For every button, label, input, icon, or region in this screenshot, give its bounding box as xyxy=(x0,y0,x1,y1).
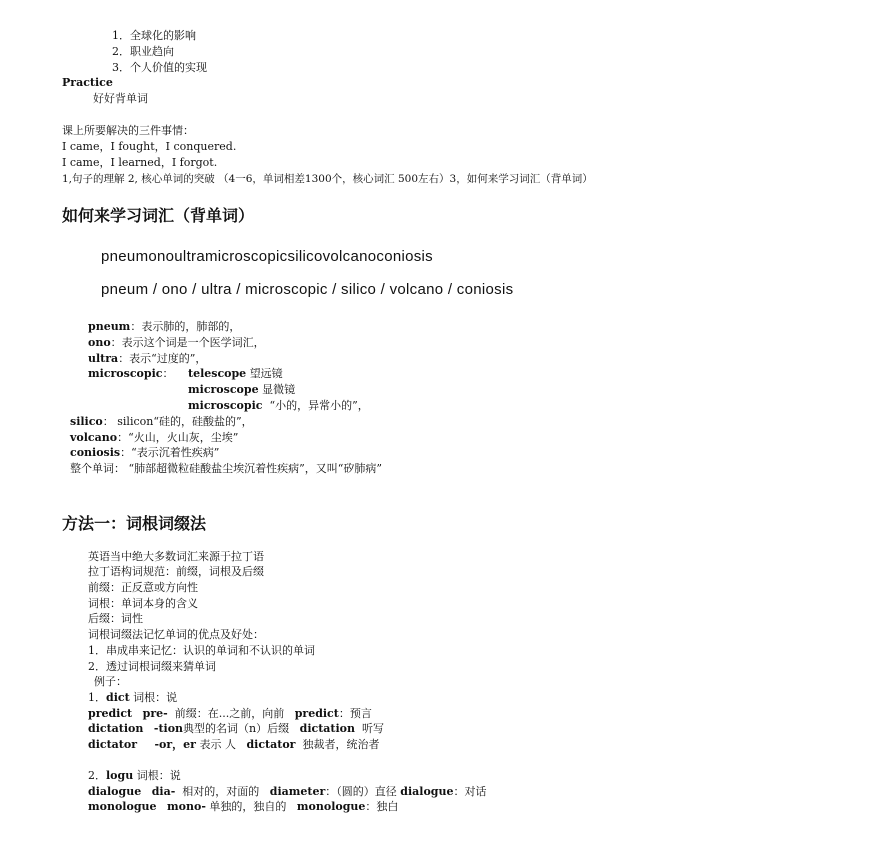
part-term: microscopic xyxy=(88,367,163,380)
ex-desc: ：预言 xyxy=(338,707,372,720)
ex-desc: 单独的，独自的 xyxy=(209,800,287,813)
ex-word: dialogue xyxy=(400,785,454,798)
ex-desc: ：独白 xyxy=(365,800,399,813)
example-row xyxy=(88,800,398,814)
micro-meaning: 望远镜 xyxy=(249,367,283,380)
text-line: 英语当中绝大多数词汇来源于拉丁语 xyxy=(88,550,264,563)
quote-line: I came，I learned，I forgot. xyxy=(62,156,218,169)
list-item: 3．个人价值的实现 xyxy=(112,61,207,74)
ex-word: monologue xyxy=(296,800,366,813)
list-item: 1．全球化的影响 xyxy=(112,29,196,42)
text-line: 词根词缀法记忆单词的优点及好处： xyxy=(88,628,264,641)
ex-word: dictation xyxy=(299,722,356,735)
micro-word: microscopic xyxy=(188,399,263,412)
ex-word: dictation xyxy=(88,722,144,735)
word-part xyxy=(88,320,240,334)
whole-word: 整个单词： “肺部超微粒硅酸盐尘埃沉着性疾病”，又叫“矽肺病” xyxy=(70,462,382,475)
example-num: 2． xyxy=(88,769,106,782)
text-line: 2．透过词根词缀来猜单词 xyxy=(88,660,216,673)
example-desc: 词根：说 xyxy=(133,769,181,782)
text-line: 后缀：词性 xyxy=(88,612,143,625)
word-part xyxy=(70,415,253,429)
part-term: pneum xyxy=(88,320,131,333)
summary-line: 1,句子的理解 2, 核心单词的突破 （4一6，单词相差1300个，核心词汇 500左右）3，如何来学习词汇（背单词） xyxy=(62,173,593,185)
text-line: 例子： xyxy=(94,675,127,688)
example-head xyxy=(88,769,181,783)
ex-word: predict xyxy=(88,707,133,720)
ex-desc: 相对的，对面的 xyxy=(182,785,260,798)
part-term: coniosis xyxy=(70,446,121,459)
example-row xyxy=(88,785,487,799)
ex-word: predict xyxy=(294,707,339,720)
word-part xyxy=(88,367,173,381)
part-desc: ：表示这个词是一个医学词汇， xyxy=(110,336,265,349)
word-part xyxy=(70,431,238,445)
text-line: 前缀：正反意或方向性 xyxy=(88,581,198,594)
ex-desc: ：对话 xyxy=(453,785,487,798)
example-head xyxy=(88,691,177,705)
example-root: logu xyxy=(106,769,134,782)
example-root: dict xyxy=(106,691,130,704)
ex-desc: 听写 xyxy=(362,722,385,735)
long-word-split: pneum / ono / ultra / microscopic / silico / volcano / coniosis xyxy=(101,281,514,298)
long-word: pneumonoultramicroscopicsilicovolcanoconiosis xyxy=(101,248,433,265)
ex-affix: mono- xyxy=(167,800,206,813)
part-sep: ： xyxy=(162,367,174,380)
ex-word: dictator xyxy=(246,738,296,751)
part-desc: ：“表示沉着性疾病” xyxy=(120,446,220,459)
micro-word: microscope xyxy=(188,383,259,396)
micro-meaning: “小的，异常小的”， xyxy=(269,399,369,412)
ex-desc: 独裁者，统治者 xyxy=(302,738,380,751)
part-desc: ：表示“过度的”， xyxy=(118,352,207,365)
word-part xyxy=(88,336,265,350)
part-desc: ： silicon“硅的，硅酸盐的”， xyxy=(102,415,253,428)
part-desc: ：表示肺的，肺部的， xyxy=(130,320,241,333)
example-num: 1． xyxy=(88,691,106,704)
ex-word: dictator xyxy=(88,738,137,751)
micro-meaning: 显微镜 xyxy=(262,383,296,396)
example-row xyxy=(88,707,372,721)
three-things-label: 课上所要解决的三件事情： xyxy=(62,124,194,137)
word-part xyxy=(70,446,219,460)
ex-desc: ：（圆的）直径 xyxy=(325,785,397,798)
part-term: ono xyxy=(88,336,111,349)
section-title: 方法一：词根词缀法 xyxy=(62,514,207,533)
ex-desc: 前缀：在...之前，向前 xyxy=(174,707,285,720)
part-term: silico xyxy=(70,415,103,428)
ex-word: diameter xyxy=(269,785,326,798)
ex-affix: -or，er xyxy=(154,738,196,751)
text-line: 词根：单词本身的含义 xyxy=(88,597,198,610)
part-term: volcano xyxy=(70,431,118,444)
part-desc: ：“火山，火山灰，尘埃” xyxy=(117,431,239,444)
micro-row xyxy=(188,367,283,381)
quote-line: I came，I fought，I conquered. xyxy=(62,140,237,153)
ex-word: monologue xyxy=(88,800,157,813)
example-row xyxy=(88,722,384,736)
micro-word: telescope xyxy=(188,367,247,380)
list-item: 2．职业趋向 xyxy=(112,45,174,58)
section-title: 如何来学习词汇（背单词） xyxy=(62,206,255,225)
example-desc: 词根：说 xyxy=(129,691,178,704)
part-term: ultra xyxy=(88,352,119,365)
text-line: 1．串成串来记忆：认识的单词和不认识的单词 xyxy=(88,644,315,657)
micro-row xyxy=(188,399,369,413)
ex-affix: pre- xyxy=(142,707,168,720)
ex-affix: dia- xyxy=(151,785,176,798)
word-part xyxy=(88,352,206,366)
ex-affix: -tion xyxy=(153,722,184,735)
example-row xyxy=(88,738,379,752)
practice-text: 好好背单词 xyxy=(93,92,148,105)
text-line: 拉丁语构词规范：前缀，词根及后缀 xyxy=(88,565,264,578)
ex-desc: 典型的名词（n）后缀 xyxy=(183,722,290,735)
practice-label: Practice xyxy=(62,76,113,89)
ex-desc: 表示 人 xyxy=(199,738,236,751)
ex-word: dialogue xyxy=(88,785,142,798)
micro-row xyxy=(188,383,295,397)
